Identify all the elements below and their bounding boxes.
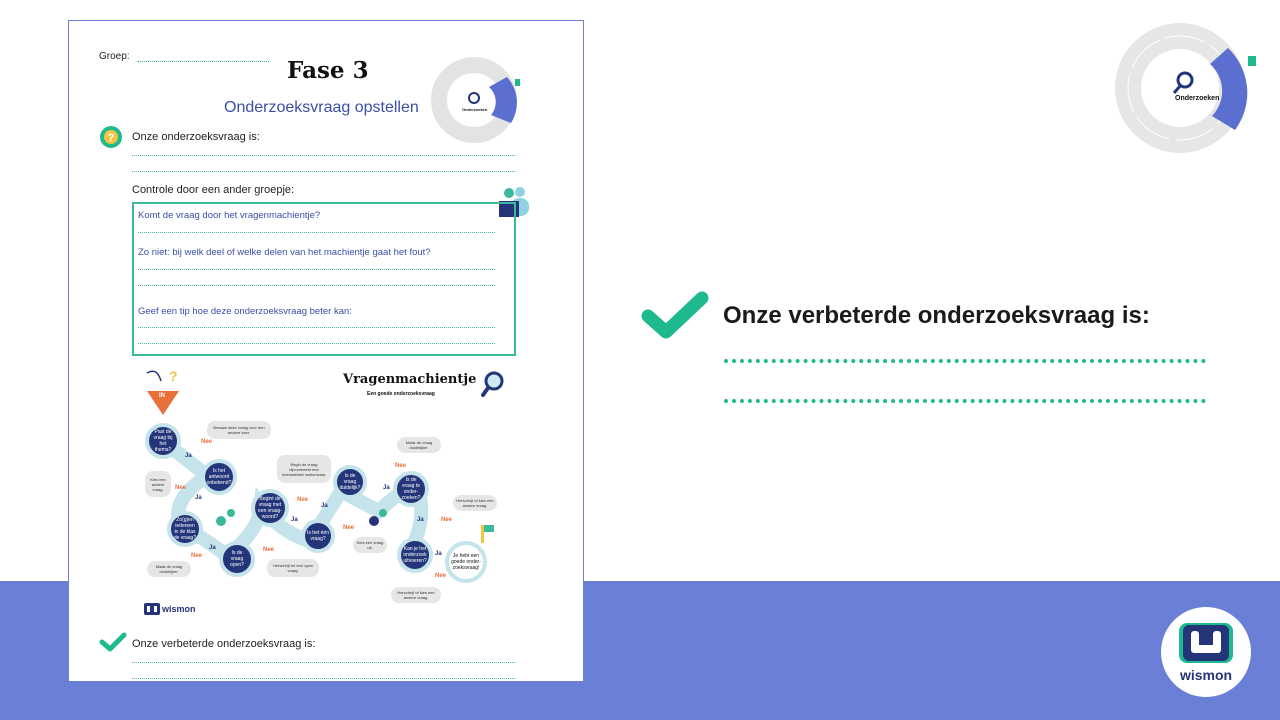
no-label: Nee bbox=[441, 517, 453, 523]
advice-bubble: Kies een andere vraag. bbox=[145, 471, 171, 497]
advice-bubble: Herschrijf tot een open vraag. bbox=[267, 559, 319, 577]
no-label: Nee bbox=[263, 547, 275, 553]
check-line-3 bbox=[138, 285, 495, 286]
check-line-4 bbox=[138, 327, 495, 328]
phase-title: Fase 3 bbox=[287, 57, 369, 84]
no-label: Nee bbox=[201, 439, 213, 445]
advice-bubble: Herschrijf of kies een andere vraag. bbox=[453, 495, 497, 511]
check-item-3: Geef een tip hoe deze onderzoeksvraag beter kan: bbox=[138, 306, 352, 317]
page-subtitle: Onderzoeksvraag opstellen bbox=[224, 99, 419, 116]
machine-goal-node: Je hebt een goede onder-zoeksvraag! bbox=[445, 541, 487, 583]
machine-node: Past de vraag bij het thema? bbox=[145, 423, 181, 459]
answer-line-large-1 bbox=[724, 359, 1206, 363]
check-item-1: Komt de vraag door het vragenmachientje? bbox=[138, 210, 321, 221]
machine-node: Is de vraag te onder-zoeken? bbox=[393, 471, 429, 507]
machine-node: Begint de vraag met een vraag-woord? bbox=[251, 489, 289, 527]
answer-line-1 bbox=[132, 155, 515, 156]
advice-bubble: Bewaar deze vraag voor een andere keer. bbox=[207, 421, 271, 439]
no-label: Nee bbox=[191, 553, 203, 559]
yes-label: Ja bbox=[185, 453, 192, 459]
research-cycle-graphic bbox=[419, 55, 529, 145]
machine-title: Vragenmachientje bbox=[343, 372, 477, 387]
wismon-logo-icon bbox=[144, 603, 160, 615]
machine-node: Is het antwoord onbekend? bbox=[201, 459, 237, 495]
machine-node: Kan je het onderzoek uitvoeren? bbox=[397, 537, 433, 573]
svg-text:?: ? bbox=[169, 368, 178, 384]
wismon-brand-large: wismon bbox=[1179, 667, 1233, 683]
cycle-label-large: Onderzoeken bbox=[1175, 95, 1220, 102]
yes-label: Ja bbox=[321, 503, 328, 509]
machine-node: Is het één vraag? bbox=[301, 519, 335, 553]
improved-line-2 bbox=[132, 678, 515, 679]
improved-line-1 bbox=[132, 662, 515, 663]
check-line-1 bbox=[138, 232, 495, 233]
checkmark-icon bbox=[99, 631, 127, 653]
question-machine-diagram bbox=[129, 361, 519, 611]
yes-label: Ja bbox=[383, 485, 390, 491]
wismon-logo-icon-large bbox=[1179, 623, 1233, 667]
advice-bubble: Maak de vraag duidelijker. bbox=[397, 437, 441, 453]
svg-text:?: ? bbox=[107, 132, 115, 144]
machine-node: Is de vraag open? bbox=[219, 541, 255, 577]
answer-line-large-2 bbox=[724, 399, 1206, 403]
machine-node: Is de vraag duidelijk? bbox=[333, 465, 367, 499]
no-label: Nee bbox=[297, 497, 309, 503]
wismon-logo-badge bbox=[1161, 607, 1251, 697]
question-mark-icon bbox=[99, 125, 123, 149]
in-label: IN bbox=[159, 393, 165, 399]
check-item-2: Zo niet: bij welk deel of welke delen van het machientje gaat het fout? bbox=[138, 247, 431, 258]
no-label: Nee bbox=[175, 485, 187, 491]
yes-label: Ja bbox=[435, 551, 442, 557]
improved-question-heading: Onze verbeterde onderzoeksvraag is: bbox=[723, 302, 1150, 329]
check-line-5 bbox=[138, 343, 495, 344]
yes-label: Ja bbox=[291, 517, 298, 523]
question-prompt: Onze onderzoeksvraag is: bbox=[132, 131, 260, 143]
check-line-2 bbox=[138, 269, 495, 270]
cycle-label: Onderzoeken bbox=[462, 107, 488, 112]
checkmark-icon-large bbox=[640, 290, 710, 342]
advice-bubble: Begin de vraag bijvoorbeeld met hoe/wat/wie/ welke/waar. bbox=[277, 455, 331, 483]
no-label: Nee bbox=[395, 463, 407, 469]
no-label: Nee bbox=[435, 573, 447, 579]
wismon-brand-small: wismon bbox=[162, 604, 196, 614]
machine-node: Zo(g)en iedereen in de klas de vraag? bbox=[167, 511, 203, 547]
worksheet-page bbox=[68, 20, 584, 682]
answer-line-2 bbox=[132, 171, 515, 172]
check-box bbox=[132, 202, 516, 356]
advice-bubble: Kies één vraag uit. bbox=[353, 537, 387, 553]
research-cycle-graphic-large bbox=[1100, 20, 1270, 155]
no-label: Nee bbox=[343, 525, 355, 531]
advice-bubble: Maak de vraag duidelijker. bbox=[147, 561, 191, 577]
yes-label: Ja bbox=[195, 495, 202, 501]
yes-label: Ja bbox=[209, 545, 216, 551]
advice-bubble: Herschrijf of kies een andere vraag. bbox=[391, 587, 441, 603]
yes-label: Ja bbox=[417, 517, 424, 523]
improved-question-prompt: Onze verbeterde onderzoeksvraag is: bbox=[132, 638, 316, 650]
check-title: Controle door een ander groepje: bbox=[132, 184, 295, 196]
machine-subtitle: Een goede onderzoeksvraag bbox=[367, 391, 435, 397]
group-label: Groep: bbox=[99, 51, 130, 62]
group-line bbox=[137, 61, 269, 62]
